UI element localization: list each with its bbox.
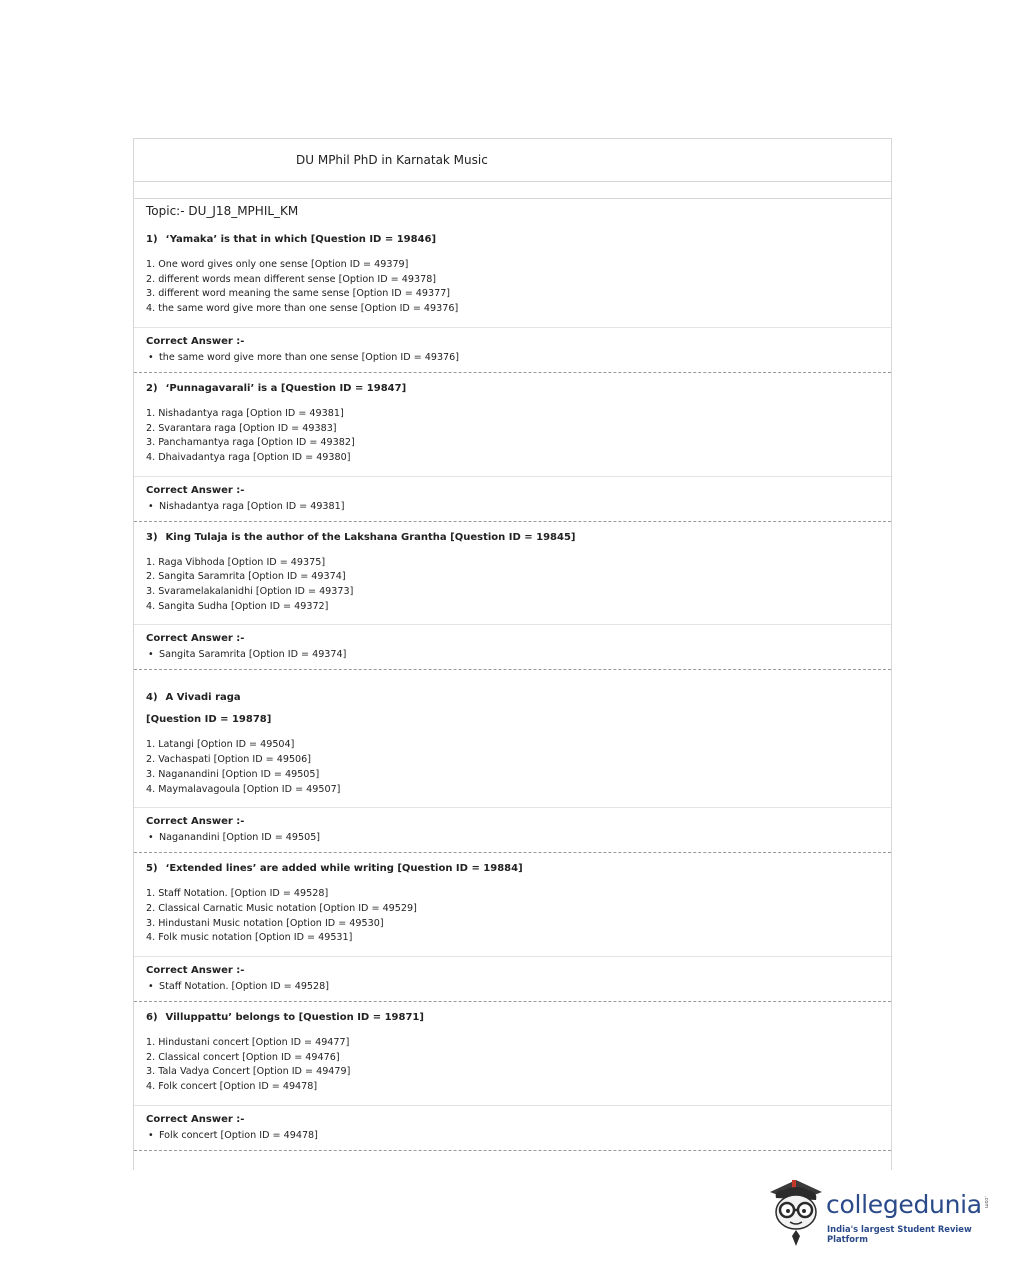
option-item: 1. Raga Vibhoda [Option ID = 49375] (146, 556, 326, 568)
option-item: 4. Sangita Sudha [Option ID = 49372] (146, 600, 329, 612)
question-number: 5) (146, 863, 158, 875)
option-item: 3. Panchamantya raga [Option ID = 49382] (146, 437, 355, 449)
answer-text: Folk concert [Option ID = 49478] (159, 1129, 318, 1141)
question-block (134, 1002, 891, 1151)
question-heading (134, 1002, 891, 1030)
option-item: 1. One word gives only one sense [Option ID = 49379] (146, 259, 409, 270)
option-item: 3. Hindustani Music notation [Option ID = 49530] (146, 917, 384, 929)
option-item: 4. Maymalavagoula [Option ID = 49507] (146, 783, 341, 795)
question-number: 4) (146, 692, 158, 704)
option-item: 4. Dhaivadantya raga [Option ID = 49380] (146, 451, 351, 463)
answer-text: Staff Notation. [Option ID = 49528] (159, 981, 329, 993)
question-number: 6) (146, 1012, 158, 1024)
question-number: 3) (146, 531, 158, 543)
bullet-icon: • (148, 351, 154, 363)
option-item: 4. the same word give more than one sense [Option ID = 49376] (146, 303, 459, 315)
bullet-icon: • (148, 1129, 154, 1141)
question-text: Villuppattu’ belongs to [Question ID = 19871] (165, 1012, 424, 1024)
answer-line (146, 647, 879, 663)
answer-label: Correct Answer :- (146, 633, 245, 645)
option-item: 1. Hindustani concert [Option ID = 49477] (146, 1037, 350, 1049)
answer-line (146, 1128, 879, 1144)
question-block (134, 853, 891, 1002)
header-spacer (134, 182, 891, 199)
option-item: 4. Folk music notation [Option ID = 49531] (146, 932, 353, 944)
question-text: ‘Extended lines’ are added while writing [Question ID = 19884] (165, 863, 523, 875)
question-number: 1) (146, 234, 158, 245)
option-item: 3. Svaramelakalanidhi [Option ID = 49373] (146, 586, 354, 598)
bullet-icon: • (148, 981, 154, 993)
brand-suffix: .com (983, 1196, 989, 1209)
option-list (134, 732, 891, 807)
answer-label: Correct Answer :- (146, 965, 245, 977)
answer-section (134, 1105, 891, 1150)
bullet-icon: • (148, 500, 154, 512)
topic-label: Topic:- DU_J18_MPHIL_KM (146, 204, 299, 218)
answer-line (146, 350, 879, 366)
answer-line (146, 979, 879, 995)
answer-text: Nishadantya raga [Option ID = 49381] (159, 500, 345, 512)
answer-label: Correct Answer :- (146, 335, 245, 347)
option-list (134, 881, 891, 956)
option-item: 2. Classical concert [Option ID = 49476] (146, 1051, 340, 1063)
mascot-icon (766, 1176, 826, 1246)
question-heading (134, 373, 891, 401)
option-item: 3. Tala Vadya Concert [Option ID = 49479] (146, 1066, 351, 1078)
question-text: King Tulaja is the author of the Lakshana Grantha [Question ID = 19845] (165, 531, 576, 543)
question-block (134, 224, 891, 373)
answer-label: Correct Answer :- (146, 1113, 245, 1125)
answer-label: Correct Answer :- (146, 484, 245, 496)
answer-text: the same word give more than one sense [Option ID = 49376] (159, 351, 459, 363)
option-list (134, 252, 891, 327)
answer-section (134, 327, 891, 372)
question-text: ‘Yamaka’ is that in which [Question ID = 19846] (165, 234, 437, 245)
option-item: 3. different word meaning the same sense [Option ID = 49377] (146, 288, 451, 300)
answer-line (146, 499, 879, 515)
bullet-icon: • (148, 832, 154, 844)
brand-tagline: India's largest Student Review Platform (827, 1224, 972, 1244)
answer-line (146, 830, 879, 846)
question-text: A Vivadi raga (165, 692, 241, 704)
brand-logo (766, 1176, 996, 1246)
answer-label: Correct Answer :- (146, 816, 245, 828)
question-heading (134, 224, 891, 252)
question-block (134, 670, 891, 853)
question-heading (134, 670, 891, 710)
option-item: 2. Vachaspati [Option ID = 49506] (146, 754, 312, 766)
answer-text: Sangita Saramrita [Option ID = 49374] (159, 649, 347, 661)
answer-text: Naganandini [Option ID = 49505] (159, 832, 321, 844)
option-item: 1. Staff Notation. [Option ID = 49528] (146, 888, 329, 900)
question-heading (134, 853, 891, 881)
answer-section (134, 807, 891, 852)
option-list (134, 1030, 891, 1105)
option-item: 2. Sangita Saramrita [Option ID = 49374] (146, 571, 346, 583)
document-title: DU MPhil PhD in Karnatak Music (134, 139, 891, 182)
question-block (134, 373, 891, 522)
option-list (134, 401, 891, 476)
answer-section (134, 624, 891, 669)
answer-section (134, 956, 891, 1001)
option-item: 1. Nishadantya raga [Option ID = 49381] (146, 407, 344, 419)
answer-section (134, 476, 891, 521)
option-item: 3. Naganandini [Option ID = 49505] (146, 768, 320, 780)
option-item: 4. Folk concert [Option ID = 49478] (146, 1081, 318, 1093)
exam-sheet (133, 138, 892, 1170)
question-text: ‘Punnagavarali’ is a [Question ID = 19847] (165, 382, 407, 394)
question-block (134, 522, 891, 671)
question-heading (134, 522, 891, 550)
option-item: 2. different words mean different sense [Option ID = 49378] (146, 273, 437, 285)
option-item: 2. Classical Carnatic Music notation [Option ID = 49529] (146, 902, 417, 914)
option-item: 2. Svarantara raga [Option ID = 49383] (146, 422, 337, 434)
bullet-icon: • (148, 649, 154, 661)
option-list (134, 550, 891, 625)
option-item: 1. Latangi [Option ID = 49504] (146, 739, 295, 751)
question-id: [Question ID = 19878] (146, 714, 272, 726)
brand-name: collegedunia (826, 1190, 982, 1219)
question-number: 2) (146, 382, 158, 394)
